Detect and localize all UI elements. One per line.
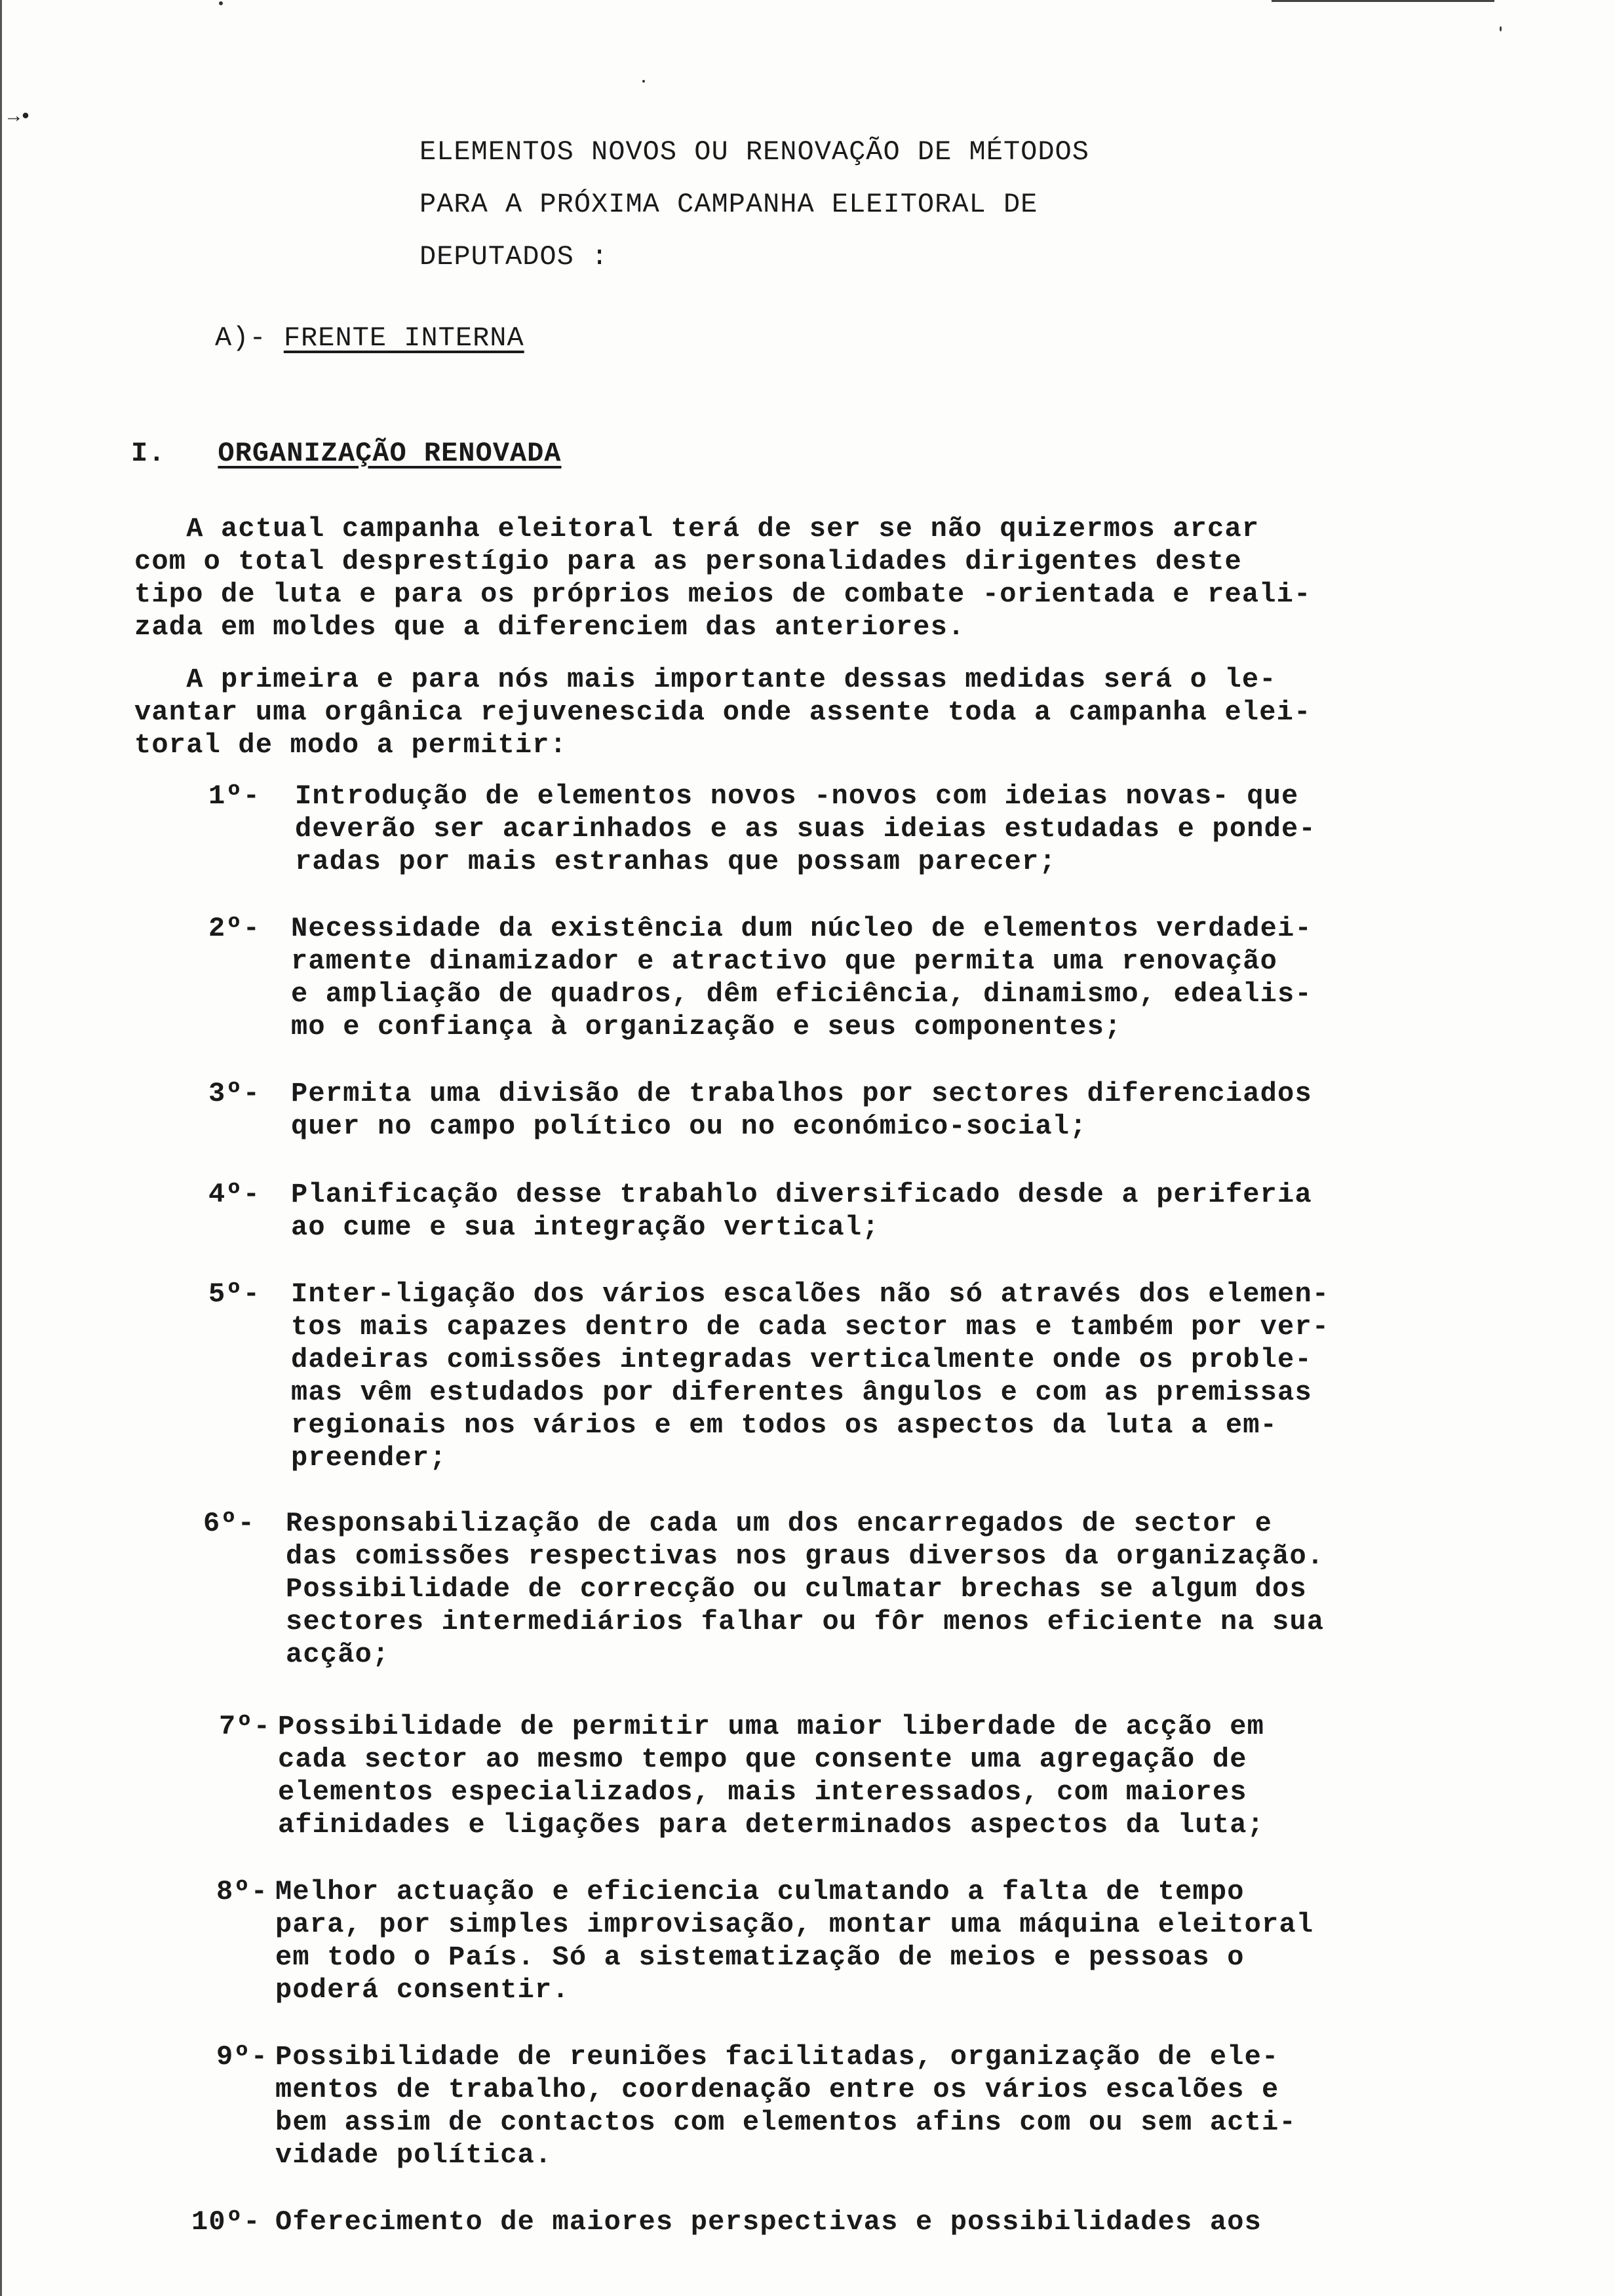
- item-text: Inter-ligação dos vários escalões não só através dos elemen- tos mais capazes dentro de cada sector mas e também por ver- dadeiras comissões integradas verticalmente onde os proble- mas vêm estudados por diferentes ângulos e com as premissas regionais nos vários e em todos os aspectos da luta a em- preender;: [291, 1278, 1330, 1474]
- paragraph: A primeira e para nós mais importante dessas medidas será o le- vantar uma orgânica rejuvenescida onde assente toda a campanha elei- toral de modo a permitir:: [134, 664, 1312, 761]
- title-line: DEPUTADOS :: [419, 241, 609, 273]
- item-text: Melhor actuação e eficiencia culmatando a falta de tempo para, por simples improvisação, montar uma máquina eleitoral em todo o País. Só a sistematização de meios e pessoas o poderá consentir.: [275, 1876, 1314, 2006]
- scan-speck: [642, 80, 645, 83]
- item-text: Planificação desse trabahlo diversificado desde a periferia ao cume e sua integração vertical;: [291, 1179, 1312, 1243]
- item-text: Oferecimento de maiores perspectivas e possibilidades aos: [275, 2206, 1262, 2238]
- scan-edge-left: [0, 0, 2, 2296]
- item-text: Possibilidade de permitir uma maior liberdade de acção em cada sector ao mesmo tempo que consente uma agregação de elementos especializados, mais interessados, com maiores afinidades e ligações para determinados aspectos da luta;: [278, 1711, 1265, 1841]
- item-text: Permita uma divisão de trabalhos por sectores diferenciados quer no campo político ou no económico-social;: [291, 1078, 1312, 1142]
- item-number: 6º-: [203, 1508, 256, 1539]
- front-prefix: A)-: [215, 322, 284, 354]
- item-number: 8º-: [216, 1876, 269, 1907]
- section-label: ORGANIZAÇÃO RENOVADA: [218, 438, 562, 469]
- item-number: 9º-: [216, 2041, 269, 2073]
- item-number: 1º-: [208, 780, 261, 812]
- paragraph: A actual campanha eleitoral terá de ser se não quizermos arcar com o total desprestígio para as personalidades dirigentes deste tipo de luta e para os próprios meios de combate -orientada e reali- zada em moldes que a diferenciem das anteriores.: [134, 513, 1312, 643]
- scan-edge-top: [1272, 0, 1494, 2]
- item-text: Necessidade da existência dum núcleo de elementos verdadei- ramente dinamizador e atractivo que permita uma renovação e ampliação de quadros, dêm eficiência, dinamismo, edealis- mo e confiança à organização e seus componentes;: [291, 913, 1312, 1043]
- scan-speck: [219, 1, 223, 5]
- front-label: FRENTE INTERNA: [283, 322, 524, 354]
- item-number: 10º-: [191, 2206, 261, 2238]
- document-title: [419, 126, 1403, 283]
- title-line: PARA A PRÓXIMA CAMPANHA ELEITORAL DE: [419, 189, 1038, 220]
- item-number: 4º-: [208, 1179, 261, 1210]
- front-heading: [215, 322, 524, 354]
- item-text: Responsabilização de cada um dos encarregados de sector e das comissões respectivas nos graus diversos da organização. Possibilidade de correcção ou culmatar brechas se algum dos sectores intermediários falhar ou fôr menos eficiente na sua acção;: [286, 1508, 1325, 1670]
- title-line: ELEMENTOS NOVOS OU RENOVAÇÃO DE MÉTODOS: [419, 136, 1089, 168]
- item-number: 7º-: [219, 1711, 271, 1742]
- item-number: 2º-: [208, 913, 261, 944]
- section-number: I.: [131, 438, 166, 469]
- margin-arrow-mark: →•: [8, 106, 32, 128]
- item-text: Introdução de elementos novos -novos com ideias novas- que deverão ser acarinhados e as suas ideias estudadas e ponde- radas por mais estranhas que possam parecer;: [295, 780, 1316, 877]
- scan-speck: [1500, 26, 1502, 31]
- item-text: Possibilidade de reuniões facilitadas, organização de ele- mentos de trabalho, coordenação entre os vários escalões e bem assim de contactos com elementos afins com ou sem acti- vidade política.: [275, 2041, 1296, 2171]
- item-number: 5º-: [208, 1278, 261, 1310]
- section-heading: [131, 438, 562, 469]
- item-number: 3º-: [208, 1078, 261, 1109]
